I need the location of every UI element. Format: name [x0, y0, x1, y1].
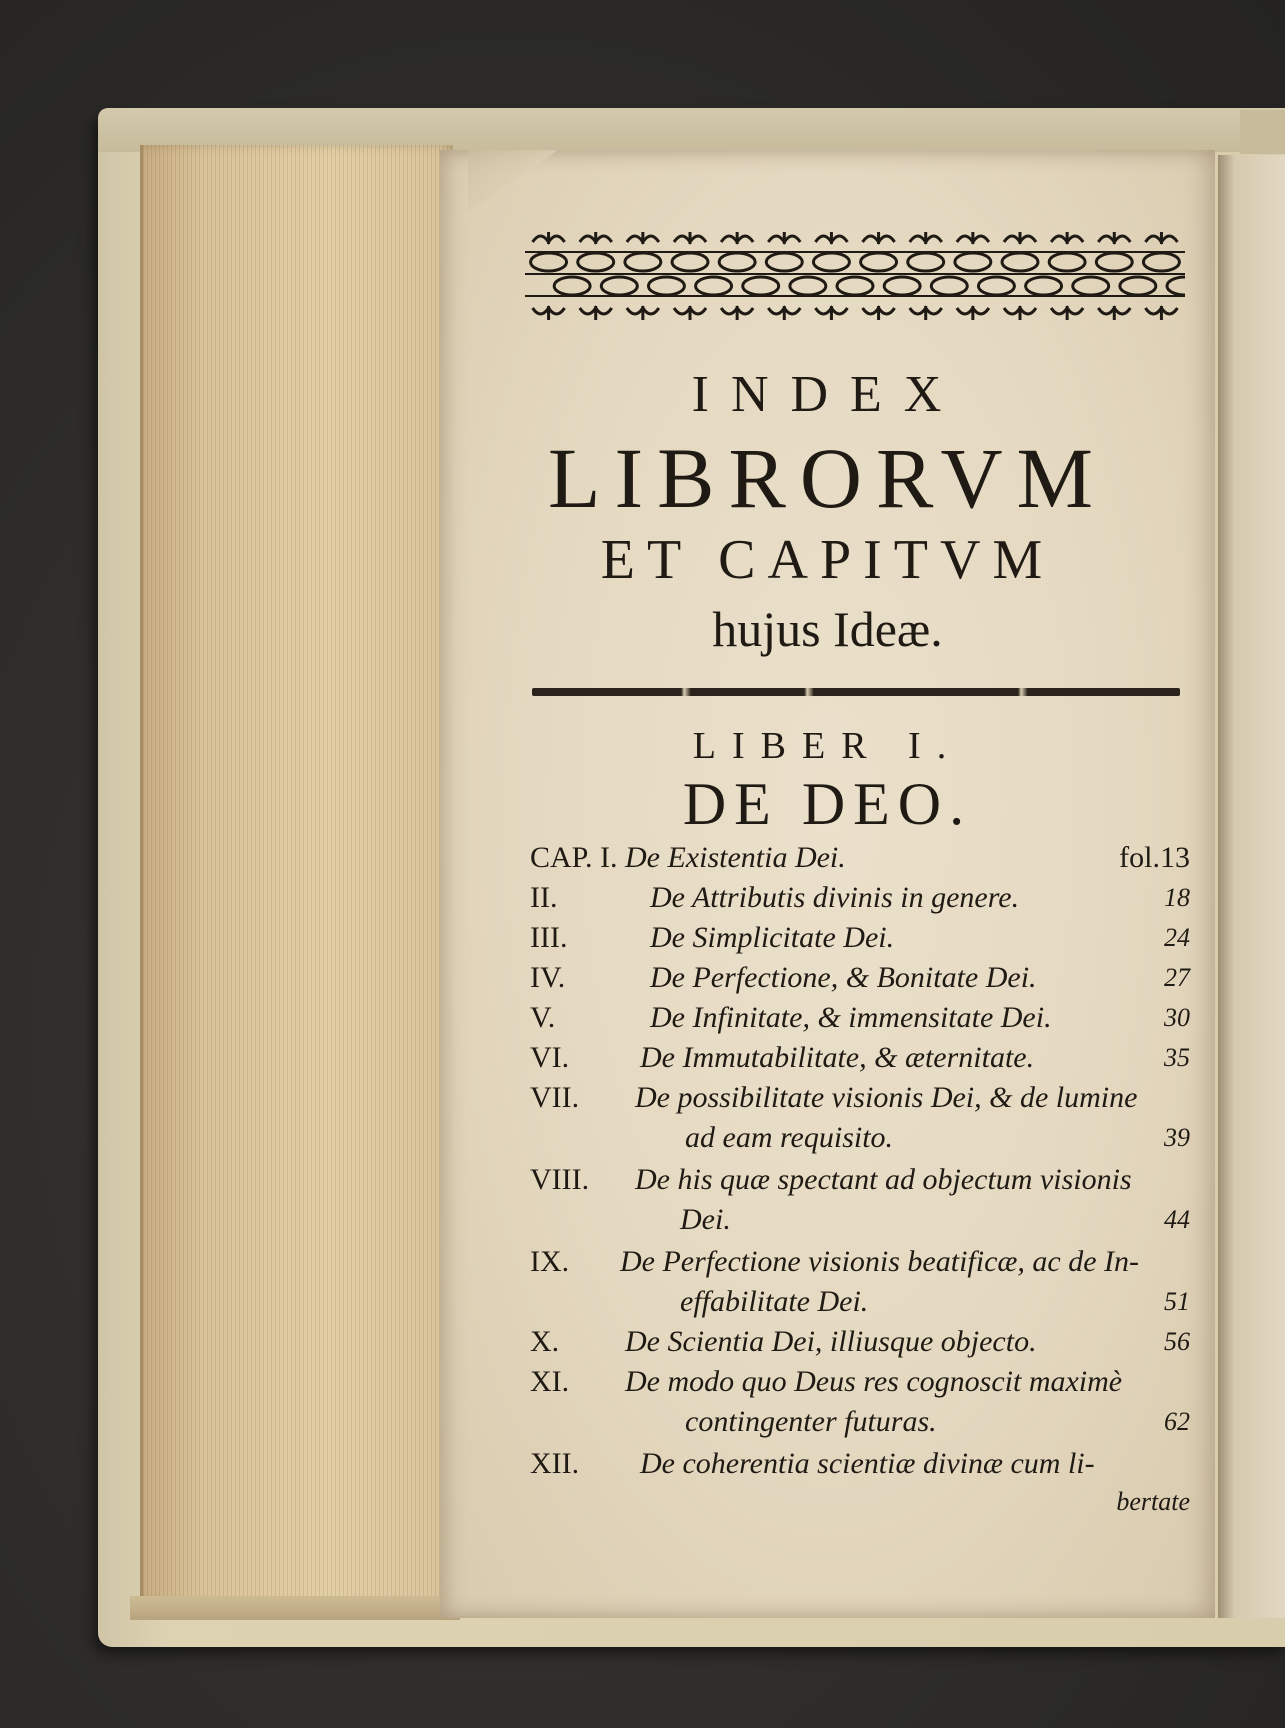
chapter-title: De Attributis divinis in genere. [650, 881, 1020, 914]
fleuron-top [768, 232, 800, 244]
fleuron-top [1145, 232, 1177, 244]
page-number: 27 [1164, 963, 1190, 992]
interlace-loop [1096, 253, 1132, 271]
page-number: 35 [1164, 1043, 1190, 1072]
chapter-title: De Perfectione visionis beatificæ, ac de In- [620, 1245, 1140, 1278]
page-number: 39 [1164, 1123, 1190, 1152]
interlace-loop [1143, 253, 1179, 271]
interlace-loop [908, 253, 944, 271]
fleuron-bottom [957, 306, 989, 320]
fleuron-bottom [674, 306, 706, 320]
chapter-title: Dei. [680, 1203, 731, 1236]
chapter-title: ad eam requisito. [685, 1121, 894, 1154]
heading-librorum: LIBRORVM [547, 430, 1108, 526]
interlace-loop [1167, 277, 1185, 295]
chapter-number: CAP. I. [530, 841, 618, 874]
page-number: 56 [1164, 1327, 1190, 1356]
interlace-loop [554, 277, 590, 295]
page-block-edge [140, 145, 453, 1605]
toc-row [530, 1160, 1190, 1200]
toc-row [530, 1444, 1190, 1484]
chapter-number: IV. [530, 961, 566, 994]
chapter-title: effabilitate Dei. [680, 1285, 869, 1318]
page-number: 44 [1164, 1205, 1190, 1234]
interlace-loop [719, 253, 755, 271]
toc-row [530, 958, 1190, 998]
toc-row [530, 1118, 1190, 1158]
interlace-loop [1002, 253, 1038, 271]
fleuron-top [533, 232, 565, 244]
fleuron-top [721, 232, 753, 244]
heading-hujus-ideae: hujus Ideæ. [712, 601, 943, 657]
chapter-number: II. [530, 881, 558, 914]
interlace-loop [601, 277, 637, 295]
fleuron-top [863, 232, 895, 244]
heading-index: INDEX [691, 366, 964, 423]
fleuron-bottom [1145, 306, 1177, 320]
interlace-loop [931, 277, 967, 295]
chapter-number: VII. [530, 1081, 580, 1114]
fleuron-top [627, 232, 659, 244]
chapter-title: De Scientia Dei, illiusque objecto. [625, 1325, 1037, 1358]
fleuron-bottom [1051, 306, 1083, 320]
interlace-loop [1026, 277, 1062, 295]
fleuron-top [674, 232, 706, 244]
interlace-loop [578, 253, 614, 271]
chapter-number: III. [530, 921, 568, 954]
fleuron-top [815, 232, 847, 244]
fleuron-bottom [910, 306, 942, 320]
toc-row [530, 838, 1190, 878]
interlace-loop [1120, 277, 1156, 295]
fleuron-top [957, 232, 989, 244]
chapter-title: De Infinitate, & immensitate Dei. [650, 1001, 1052, 1034]
fleuron-bottom [721, 306, 753, 320]
fleuron-top [580, 232, 612, 244]
toc-row [530, 1200, 1190, 1240]
divider-rule [532, 688, 1180, 696]
interlace-loop [813, 253, 849, 271]
chapter-title: De his quæ spectant ad objectum visionis [635, 1163, 1132, 1196]
fleuron-top [1051, 232, 1083, 244]
fleuron-bottom [815, 306, 847, 320]
chapter-title: De possibilitate visionis Dei, & de lumine [635, 1081, 1138, 1114]
chapter-title: contingenter futuras. [685, 1405, 937, 1438]
fleuron-top [1004, 232, 1036, 244]
interlace-loop [955, 253, 991, 271]
page-block-bottom [130, 1596, 460, 1620]
interlace-loop [625, 253, 661, 271]
interlace-loop [861, 253, 897, 271]
facing-page-sliver [1218, 155, 1285, 1618]
fleuron-bottom [1098, 306, 1130, 320]
chapter-title: De Immutabilitate, & æternitate. [640, 1041, 1035, 1074]
fleuron-bottom [863, 306, 895, 320]
toc-row [530, 1078, 1190, 1118]
toc-row [530, 998, 1190, 1038]
toc-row [530, 1242, 1190, 1282]
chapter-number: VI. [530, 1041, 570, 1074]
toc-row [530, 1322, 1190, 1362]
page-number: 51 [1164, 1287, 1190, 1316]
page-number: 24 [1164, 923, 1190, 952]
toc-row [530, 1038, 1190, 1078]
interlace-loop [648, 277, 684, 295]
ornamental-headpiece [525, 228, 1185, 328]
page-number: 62 [1164, 1407, 1190, 1436]
fleuron-bottom [533, 306, 565, 320]
chapter-title: De Perfectione, & Bonitate Dei. [650, 961, 1037, 994]
section-liber: LIBER I. [692, 725, 963, 767]
page-number: 30 [1164, 1003, 1190, 1032]
chapter-title: bertate [1116, 1487, 1190, 1516]
chapter-number: X. [530, 1325, 560, 1358]
interlace-loop [1049, 253, 1085, 271]
toc-row [530, 878, 1190, 918]
interlace-loop [696, 277, 732, 295]
interlace-loop [743, 277, 779, 295]
interlace-loop [978, 277, 1014, 295]
chapter-number: XII. [530, 1447, 580, 1480]
toc-row [530, 1402, 1190, 1442]
toc-row [530, 1282, 1190, 1322]
heading-capitum: ET CAPITVM [600, 529, 1055, 591]
toc-row [530, 918, 1190, 958]
section-title: DE DEO. [682, 771, 973, 837]
chapter-number: VIII. [530, 1163, 590, 1196]
chapter-number: XI. [530, 1365, 570, 1398]
interlace-loop [884, 277, 920, 295]
interlace-loop [672, 253, 708, 271]
chapter-title: De coherentia scientiæ divinæ cum li- [640, 1447, 1095, 1480]
chapter-number: V. [530, 1001, 556, 1034]
page-number: 18 [1164, 883, 1190, 912]
fleuron-bottom [580, 306, 612, 320]
interlace-loop [766, 253, 802, 271]
chapter-title: De Existentia Dei. [625, 841, 846, 874]
fleuron-bottom [1004, 306, 1036, 320]
chapter-number: IX. [530, 1245, 570, 1278]
interlace-loop [1073, 277, 1109, 295]
fleuron-bottom [627, 306, 659, 320]
interlace-loop [837, 277, 873, 295]
fleuron-bottom [768, 306, 800, 320]
page-number: fol.13 [1119, 841, 1190, 874]
fleuron-top [910, 232, 942, 244]
chapter-title: De modo quo Deus res cognoscit maximè [625, 1365, 1123, 1398]
chapter-title: De Simplicitate Dei. [650, 921, 895, 954]
fleuron-top [1098, 232, 1130, 244]
interlace-loop [790, 277, 826, 295]
toc-row [530, 1362, 1190, 1402]
toc-row [530, 1482, 1190, 1522]
interlace-loop [531, 253, 567, 271]
right-cover-edge [1240, 110, 1285, 154]
